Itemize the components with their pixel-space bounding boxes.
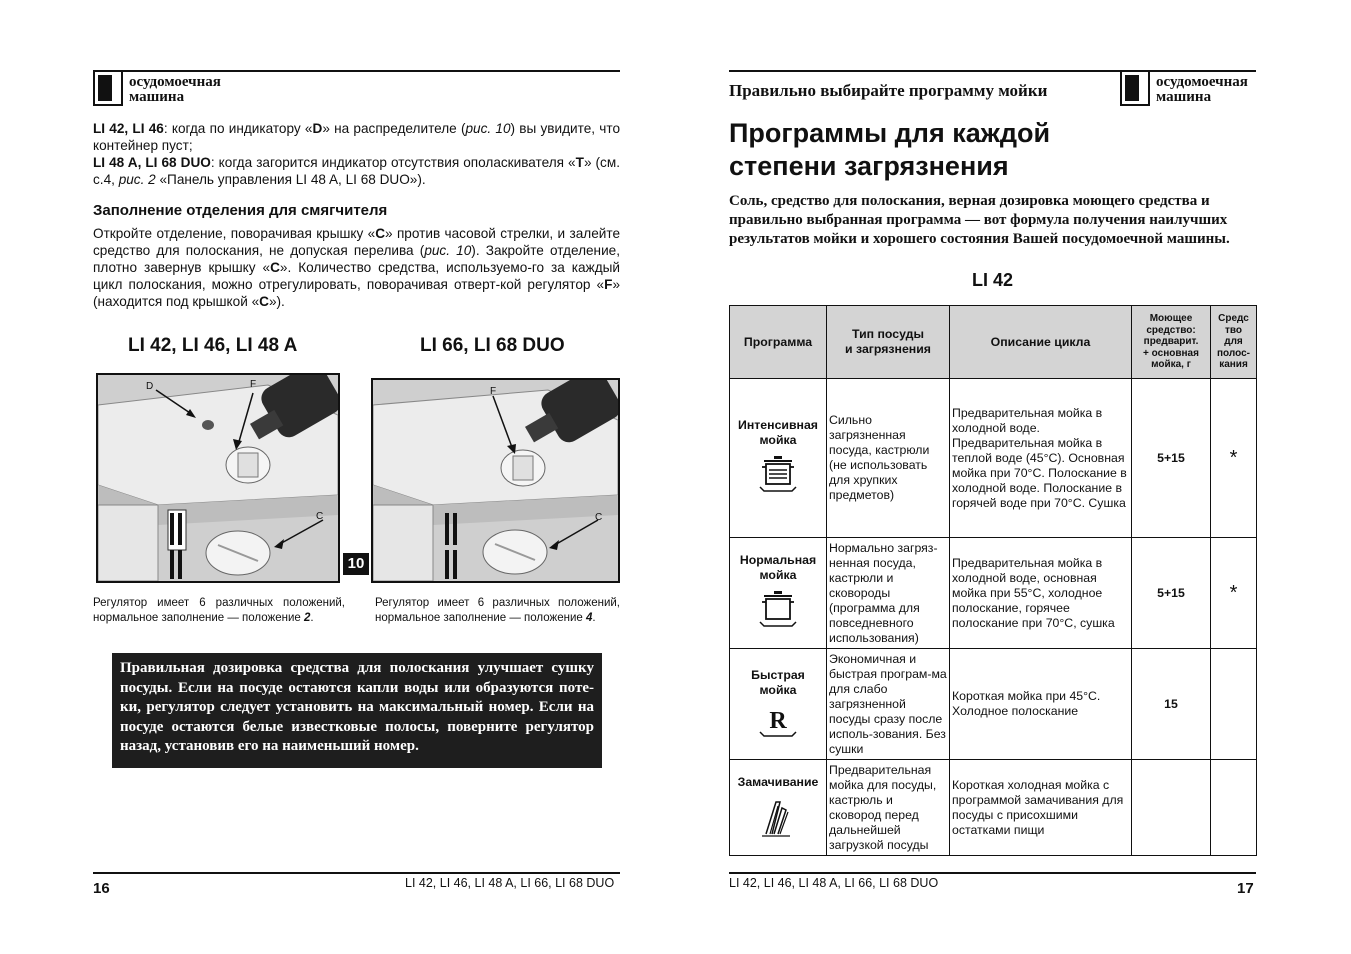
rinse-aid-marker bbox=[1211, 649, 1257, 760]
caption-left: Регулятор имеет 6 различных положений, нормальное заполнение — положение 2. bbox=[93, 597, 345, 624]
header-cycle-description: Описание цикла bbox=[950, 306, 1132, 379]
models-heading-right: LI 66, LI 68 DUO bbox=[420, 335, 565, 356]
label-c: C bbox=[316, 511, 324, 522]
program-name: Замачивание bbox=[730, 760, 827, 856]
program-name: Нормальная мойка bbox=[730, 538, 827, 649]
table-row bbox=[730, 538, 1257, 649]
label-d: D bbox=[146, 381, 154, 392]
brand-logo-mark bbox=[93, 70, 123, 106]
r-letter-icon bbox=[756, 704, 800, 740]
left-header-rule bbox=[93, 70, 620, 72]
header-program: Программа bbox=[730, 306, 827, 379]
dish-type: Предварительная мойка для посуды, кастрюль и сковород перед дальнейшей загрузкой посуды bbox=[827, 760, 950, 856]
table-header-row bbox=[730, 306, 1257, 379]
detergent-dose: 5+15 bbox=[1132, 538, 1211, 649]
program-name: Интенсивная мойка bbox=[730, 379, 827, 538]
figure-number-badge: 10 bbox=[343, 553, 369, 575]
lead-paragraph: Соль, средство для полоскания, верная дозировка моющего средства и правильно выбранная программа — вот формула получения наилучших результатов мойки и хорошего состояния Вашей посудомоечной машины. bbox=[729, 193, 1230, 247]
programs-table bbox=[729, 305, 1257, 856]
section-title: Заполнение отделения для смягчителя bbox=[93, 202, 388, 219]
cycle-description: Предварительная мойка в холодной воде. Предварительная мойка в теплой воде (45°С). Основная мойка при 70°С. Полоскание в холодной воде. Полоскание в горячей воде при 70°С. Сушка bbox=[950, 379, 1132, 538]
right-header-rule bbox=[729, 70, 1256, 72]
pot-with-lid-icon bbox=[756, 454, 800, 498]
rinse-aid-marker bbox=[1211, 760, 1257, 856]
dish-type: Нормально загряз-ненная посуда, кастрюли и сковороды (программа для повседневного использования) bbox=[827, 538, 950, 649]
cycle-description: Предварительная мойка в холодной воде, основная мойка при 55°С, холодное полоскание, горячее полоскание при 70°С, сушка bbox=[950, 538, 1132, 649]
pot-icon bbox=[756, 589, 800, 633]
dispenser-illustration-left bbox=[98, 375, 338, 581]
header-dish-type: Тип посуды и загрязнения bbox=[827, 306, 950, 379]
label-c-right: C bbox=[595, 512, 603, 523]
label-f: F bbox=[250, 379, 257, 390]
dish-type: Экономичная и быстрая програм-ма для слабо загрязненной посуды сразу после исполь-зования. Без сушки bbox=[827, 649, 950, 760]
left-logo-text: осудомоечная машина bbox=[129, 74, 221, 105]
caption-right: Регулятор имеет 6 различных положений, нормальное заполнение — положение 4. bbox=[375, 597, 620, 624]
header-rinse-aid: Средс тво для полос- кания bbox=[1211, 306, 1257, 379]
table-row bbox=[730, 760, 1257, 856]
detergent-dose: 5+15 bbox=[1132, 379, 1211, 538]
dispenser-photo-left bbox=[96, 373, 340, 583]
right-logo-text: осудомоечная машина bbox=[1156, 74, 1248, 105]
right-footer-rule bbox=[729, 872, 1256, 874]
cycle-description: Короткая холодная мойка с программой замачивания для посуды с присохшими остатками пищи bbox=[950, 760, 1132, 856]
footer-models-right: LI 42, LI 46, LI 48 A, LI 66, LI 68 DUO bbox=[729, 876, 939, 890]
rinse-aid-marker: * bbox=[1211, 538, 1257, 649]
table-row bbox=[730, 379, 1257, 538]
left-footer-rule bbox=[93, 872, 620, 874]
cycle-description: Короткая мойка при 45°С. Холодное полоскание bbox=[950, 649, 1132, 760]
footer-models-left: LI 42, LI 46, LI 48 A, LI 66, LI 68 DUO bbox=[405, 876, 615, 890]
rinse-aid-marker: * bbox=[1211, 379, 1257, 538]
program-name: Быстрая мойка R bbox=[730, 649, 827, 760]
svg-text:R: R bbox=[769, 708, 787, 734]
table-row bbox=[730, 649, 1257, 760]
dispenser-illustration-right bbox=[373, 380, 618, 581]
brand-logo-mark-right bbox=[1120, 70, 1150, 106]
detergent-dose bbox=[1132, 760, 1211, 856]
detergent-dose: 15 bbox=[1132, 649, 1211, 760]
page-title: Программы для каждой степени загрязнения bbox=[729, 118, 1051, 181]
section-paragraph: Откройте отделение, поворачивая крышку «C» против часовой стрелки, и залейте средство для полоскания, не допуская перелива (рис. 10). Закройте отделение, плотно завернув крышку «C». Количество средства, используемо-го за каждый цикл полоскания, можно отрегулировать, поворачивая отверт-кой регулятор «F» (находится под крышкой «C»). bbox=[93, 226, 621, 309]
page-number-left: 16 bbox=[93, 880, 110, 897]
page-number-right: 17 bbox=[1237, 880, 1254, 897]
right-header-title: Правильно выбирайте программу мойки bbox=[729, 81, 1048, 100]
header-detergent: Моющее средство: предварит. + основная мойка, г bbox=[1132, 306, 1211, 379]
intro-paragraph: LI 42, LI 46: когда по индикатору «D» на распределителе (рис. 10) вы увидите, что контейнер пуст; LI 48 A, LI 68 DUO: когда загорится индикатор отсутствия ополаскивателя «T» (см. с.4, рис. 2 «Панель управления LI 48 A, LI 68 DUO»). bbox=[93, 121, 621, 187]
label-f-right: F bbox=[490, 386, 497, 397]
table-caption: LI 42 bbox=[972, 270, 1014, 290]
dish-type: Сильно загрязненная посуда, кастрюли (не использовать для хрупких предметов) bbox=[827, 379, 950, 538]
soak-icon bbox=[756, 796, 800, 840]
rinse-aid-note: Правильная дозировка средства для полоскания улучшает сушку посуды. Если на посуде остаются капли воды или образуются поте-ки, регулятор следует установить на максимальный номер. Если на посуде остаются белые известковые полосы, поверните регулятор назад, установив его на наименьший номер. bbox=[112, 653, 602, 768]
dispenser-photo-right bbox=[371, 378, 620, 583]
models-heading-left: LI 42, LI 46, LI 48 A bbox=[128, 335, 298, 356]
